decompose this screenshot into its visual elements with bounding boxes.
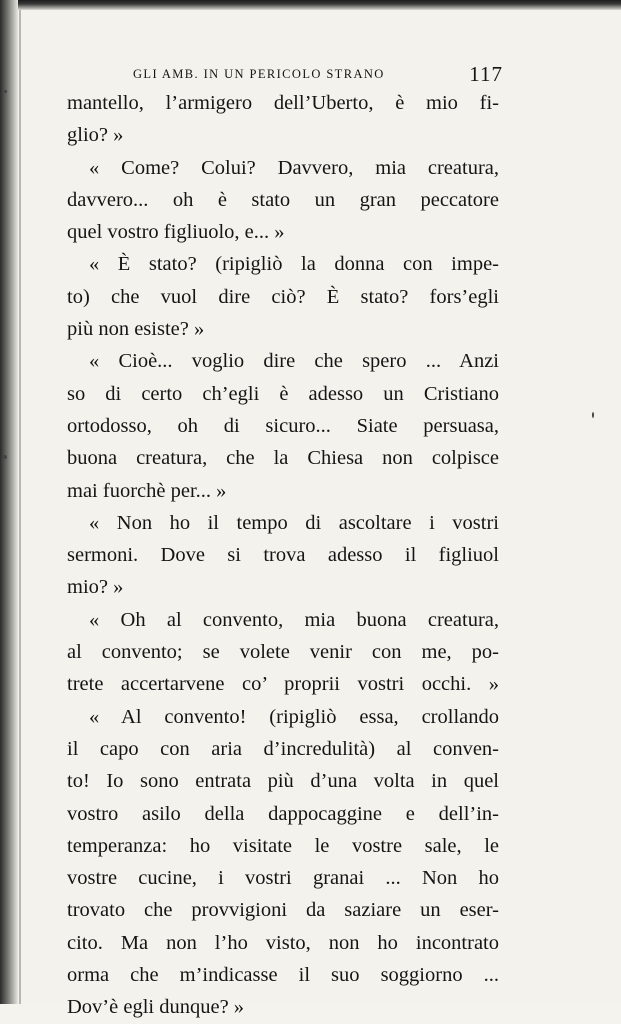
ink-speck: [592, 412, 594, 418]
text-line: mai fuorchè per... »: [67, 479, 227, 502]
text-line: « Al convento! (ripigliò essa, crollando: [89, 705, 499, 728]
text-line: il capo con aria d’incredulità) al conven-: [67, 737, 499, 760]
text-line: « Cioè... voglio dire che spero ... Anzi: [89, 350, 499, 373]
page-binding-edge: [0, 0, 18, 1004]
text-line: cito. Ma non l’ho visto, non ho incontrato: [67, 931, 499, 954]
ink-speck: [3, 455, 7, 459]
text-line: davvero... oh è stato un gran peccatore: [67, 188, 499, 211]
text-line: orma che m’indicasse il suo soggiorno ...: [67, 964, 499, 987]
text-line: so di certo ch’egli è adesso un Cristiano: [67, 382, 499, 405]
text-line: vostro asilo della dappocaggine e dell’in-: [67, 802, 499, 825]
text-line: Dov’è egli dunque? »: [67, 996, 245, 1019]
page-header: [133, 64, 503, 86]
ink-speck: [4, 90, 7, 93]
gutter-line: [19, 10, 21, 1004]
text-line: più non esiste? »: [67, 318, 205, 341]
text-line: trete accertarvene co’ proprii vostri occhi. »: [67, 673, 499, 696]
text-line: quel vostro figliuolo, e... »: [67, 221, 285, 244]
text-line: sermoni. Dove si trova adesso il figliuol: [67, 544, 499, 567]
text-line: « Come? Colui? Davvero, mia creatura,: [89, 156, 499, 179]
page-number: 117: [469, 62, 503, 86]
text-line: vostre cucine, i vostri granai ... Non ho: [67, 867, 499, 890]
text-line: mio? »: [67, 576, 124, 599]
body-text: [67, 87, 499, 1024]
text-line: mantello, l’armigero dell’Uberto, è mio fi-: [67, 92, 499, 114]
text-line: trovato che provvigioni da saziare un eser-: [67, 899, 499, 922]
text-line: glio? »: [67, 124, 124, 147]
text-line: ortodosso, oh di sicuro... Siate persuasa,: [67, 414, 499, 437]
page-top-shadow: [0, 0, 621, 10]
text-line: « Non ho il tempo di ascoltare i vostri: [89, 511, 499, 534]
text-line: al convento; se volete venir con me, po-: [67, 641, 499, 664]
text-line: buona creatura, che la Chiesa non colpisce: [67, 447, 499, 470]
text-line: to) che vuol dire ciò? È stato? fors’egli: [67, 285, 499, 308]
text-line: to! Io sono entrata più d’una volta in quel: [67, 770, 499, 793]
text-line: « Oh al convento, mia buona creatura,: [89, 608, 499, 631]
text-line: temperanza: ho visitate le vostre sale, le: [67, 834, 499, 857]
text-line: « È stato? (ripigliò la donna con impe-: [89, 253, 499, 276]
running-head: GLI AMB. IN UN PERICOLO STRANO: [133, 67, 385, 81]
